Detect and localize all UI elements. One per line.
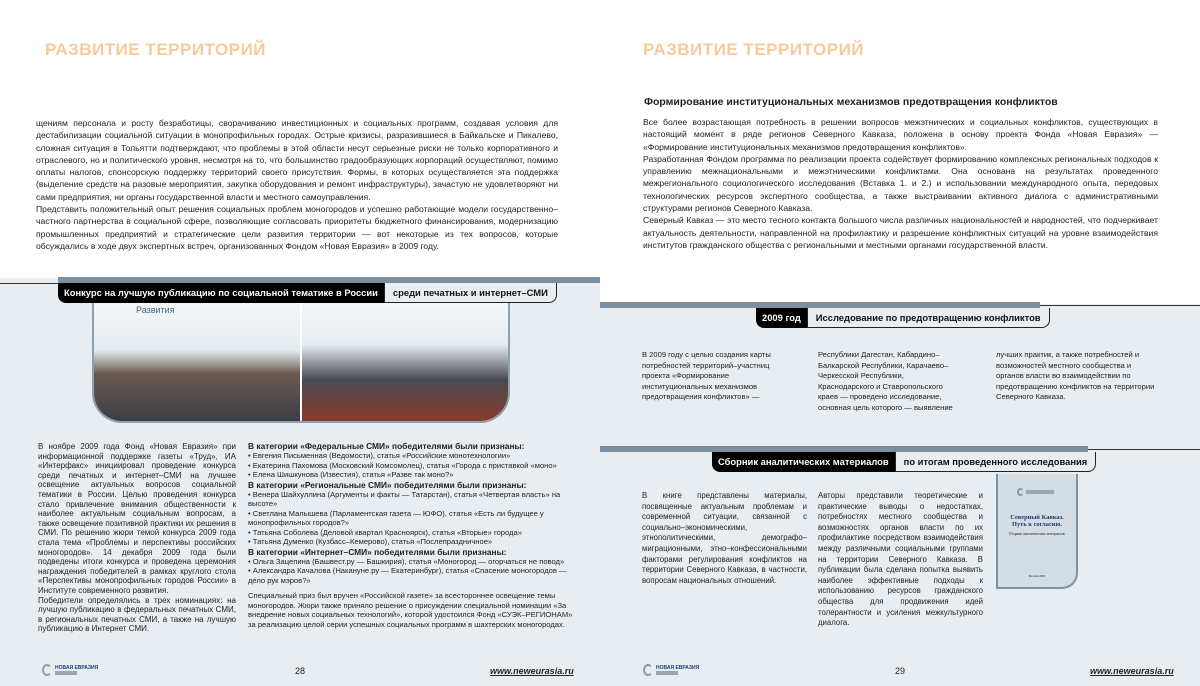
winner-item: • Татьяна Соболева (Деловой квартал Красноярск), статья «Вторые» города» bbox=[248, 527, 522, 537]
website-link[interactable]: www.neweurasia.ru bbox=[490, 666, 574, 676]
book-cover bbox=[996, 474, 1078, 589]
winner-item: • Екатерина Пахомова (Московский Комсомолец), статья «Города с приставкой «моно» bbox=[248, 460, 557, 470]
paragraph: Северный Кавказ — это место тесного контакта большого числа различных национальностей и народностей, что подчеркивает актуальность деятельности, направленной на профилактику и разрешение конфликтных ситуаций на уровне взаимодействия институтов гражданского общества с региональными и местными органами государственной власти. bbox=[643, 215, 1158, 250]
winner-item: • Евгения Письменная (Ведомости), статья «Российские монотехнологии» bbox=[248, 451, 511, 460]
award-photos bbox=[92, 303, 510, 423]
photo-backdrop-text: Развития bbox=[136, 305, 175, 315]
tab-title: Конкурс на лучшую публикацию по социальной тематике в России bbox=[58, 283, 384, 303]
research-col-3: лучших практик, а также потребностей и возможностей местного сообщества и органов власти во взаимодействии по предотвращению конфликтов на территории Северного Кавказа. bbox=[996, 350, 1155, 402]
footer-logo: НОВАЯ ЕВРАЗИЯ bbox=[42, 664, 98, 676]
category-title: В категории «Региональные СМИ» победителями были признаны: bbox=[248, 479, 527, 490]
article-text bbox=[643, 116, 1158, 251]
photo-left bbox=[94, 303, 300, 421]
paragraph: В ноябре 2009 года Фонд «Новая Евразия» при информационной поддержке газеты «Труд», ИА «Интерфакс» инициировал проведение конкурса среди печатных и интернет–СМИ на лучшее освещение актуальных вопросов социальной тематики в России. Целью проведения конкурса стало привлечение внимания общественности к наиболее актуальным социальным вопросам, а также освещение позитивной практики их решения в СМИ. По решению жюри темой конкурса 2009 года стала тема «Проблемы и перспективы российских моногородов». 14 декабря 2009 года были подведены итоги конкурса и проведена церемония награждения победителей в рамках круглого стола «Перспективы монопрофильных городов России» в Институте современного развития. bbox=[38, 442, 236, 595]
research-tab bbox=[756, 308, 1050, 328]
tab-subtitle: среди печатных и интернет–СМИ bbox=[384, 283, 557, 303]
intro-text bbox=[36, 117, 558, 252]
footer-logo: НОВАЯ ЕВРАЗИЯ bbox=[643, 664, 699, 676]
special-prize-text: Специальный приз был вручен «Российской газете» за всестороннее освещение темы моногородов. Жюри также приняло решение о присуждении специальной номинации «За внедрение новых социальных технологий», которой удостоился Фонд «СУЭК–РЕГИОНАМ» за реализацию целой серии успешных социальных программ в шахтерских моногородах. bbox=[248, 591, 573, 629]
section-title: РАЗВИТИЕ ТЕРРИТОРИЙ bbox=[45, 40, 267, 59]
divider bbox=[1088, 449, 1200, 450]
winner-item: • Ольга Зацепина (Башвест.ру — Башкирия), статья «Моногород — огорчаться не повод» bbox=[248, 556, 565, 566]
book-col-1: В книге представлены материалы, посвященные актуальным проблемам и современной ситуации, связанной с социально–экономическими, этнополитическими, демографо–миграционными, этно–конфессиональными факторами регулирования конфликтов на территории Северного Кавказа, в частности, вопросам национальных отношений. bbox=[642, 491, 807, 585]
cover-place: Москва 2009 bbox=[1028, 574, 1046, 578]
page-number: 28 bbox=[295, 666, 306, 676]
tab-year: 2009 год bbox=[756, 308, 807, 328]
winner-item: • Елена Шишкунова (Известия), статья «Разве так моно?» bbox=[248, 470, 454, 479]
book-col-2: Авторы представили теоретические и практические выводы о недостатках, потребностях местного сообщества и возможностях органов власти по их профилактике посредством взаимодействия между различными социальными группами на территории Северного Кавказа. В публикации была сделана попытка выявить наиболее эффективные подходы к использованию ресурсов гражданского общества для продвижения идей толерантности и усиления межкультурного диалога. bbox=[818, 491, 983, 628]
tab-subtitle: по итогам проведенного исследования bbox=[895, 452, 1097, 472]
globe-icon bbox=[42, 664, 52, 676]
contest-tab bbox=[58, 283, 557, 303]
winner-item: • Александра Качалова (Накануне.ру — Екатеринбург), статья «Спасение моногородов — дело рук мэров?» bbox=[248, 566, 567, 585]
research-col-2: Республики Дагестан, Кабардино–Балкарской Республики, Карачаево–Черкесской Республики, Краснодарского и Ставропольского краев — проведено исследование, основная цель которого — выявление bbox=[818, 350, 953, 412]
cover-logo bbox=[1017, 488, 1057, 496]
tab-title: Исследование по предотвращению конфликтов bbox=[807, 308, 1050, 328]
research-col-1: В 2009 году с целью создания карты потребностей территорий–участниц проекта «Формирование институциональных механизмов предотвращения конфликтов» — bbox=[642, 350, 771, 402]
page-number: 29 bbox=[895, 666, 906, 676]
tab-title: Сборник аналитических материалов bbox=[712, 452, 895, 472]
paragraph: Представить положительный опыт решения социальных проблем моногородов и успешно работающие модели государственно–частного партнерства в социальной сфере, позволяющие согласовать приоритеты бюджетного финансирования, модернизацию промышленных предприятий и стратегические цели развития территории — вот некоторые из тех вопросов, которые обсуждались в ходе двух экспертных встреч, организованных Фондом «Новая Евразия» в 2009 году. bbox=[36, 204, 558, 251]
winner-item: • Татьяна Думенко (Кузбасс–Кемерово), статья «Послепраздничное» bbox=[248, 537, 493, 546]
cover-subtitle: Сборник аналитических материалов. bbox=[1008, 532, 1066, 536]
website-link[interactable]: www.neweurasia.ru bbox=[1090, 666, 1174, 676]
paragraph: Разработанная Фондом программа по реализации проекта содействует формированию комплексных региональных подходов к управлению межнациональными и межэтническими конфликтами. Она основана на результатах проведенного межрегионального социологического исследования (Вставка 1. и 2.) и использовании международного опыта, передовых технологических ресурсов экспертного сообщества, а также выстраивании активного диалога с административными структурами регионов Северного Кавказа. bbox=[643, 153, 1158, 214]
section-title: РАЗВИТИЕ ТЕРРИТОРИЙ bbox=[643, 40, 865, 59]
photo-right bbox=[302, 303, 508, 421]
collection-tab bbox=[712, 452, 1096, 472]
winners-list bbox=[248, 441, 578, 629]
winner-item: • Светлана Малышева (Парламентская газета — ЮФО), статья «Есть ли будущее у монопрофильных городов?» bbox=[248, 508, 544, 527]
divider bbox=[0, 283, 60, 284]
paragraph: щениям персонала и росту безработицы, сворачиванию инвестиционных и социальных программ, создавая условия для дестабилизации социальной ситуации в монопрофильных городах. Острые кризисы, разразившиеся в Байкальске и Пикалево, сложная ситуация в Тольятти подтверждают, что проблемы в этой области несут серьезные риски не только корпоративного и отраслевого, но и политического уровня, несмотря на то, что большинство градообразующих корпораций осуществляют, помимо оплаты налогов, спонсорскую поддержку территорий своего присутствия. Формы, в которых осуществляется эта поддержка (выделение средств на разовые мероприятия, закупка оборудования и ремонт инфраструктуры), зачастую не удовлетворяют ни сами предприятия, ни органы государственной власти и местного самоуправления. bbox=[36, 118, 558, 202]
divider bbox=[1040, 305, 1200, 306]
contest-text bbox=[38, 442, 236, 634]
globe-icon bbox=[643, 664, 653, 676]
winner-item: • Венера Шайхуллина (Аргументы и факты — Татарстан), статья «Четвертая власть» на высоте» bbox=[248, 489, 561, 508]
category-title: В категории «Интернет–СМИ» победителями были признаны: bbox=[248, 546, 507, 557]
article-heading: Формирование институциональных механизмов предотвращения конфликтов bbox=[644, 96, 1058, 108]
paragraph: Победители определялись в трех номинациях: на лучшую публикацию в федеральных печатных СМИ, в региональных печатных СМИ, а также на лучшую публикацию в Интернет СМИ. bbox=[38, 595, 236, 634]
paragraph: Все более возрастающая потребность в решении вопросов межэтнических и социальных конфликтов, существующих в настоящий момент в ряде регионов Северного Кавказа, положена в основу проекта Фонда «Новая Евразия» — «Формирование институциональных механизмов предотвращения конфликтов». bbox=[643, 117, 1158, 152]
category-title: В категории «Федеральные СМИ» победителями были признаны: bbox=[248, 441, 525, 451]
cover-title: Северный Кавказ. Путь к согласию. bbox=[1010, 514, 1064, 528]
